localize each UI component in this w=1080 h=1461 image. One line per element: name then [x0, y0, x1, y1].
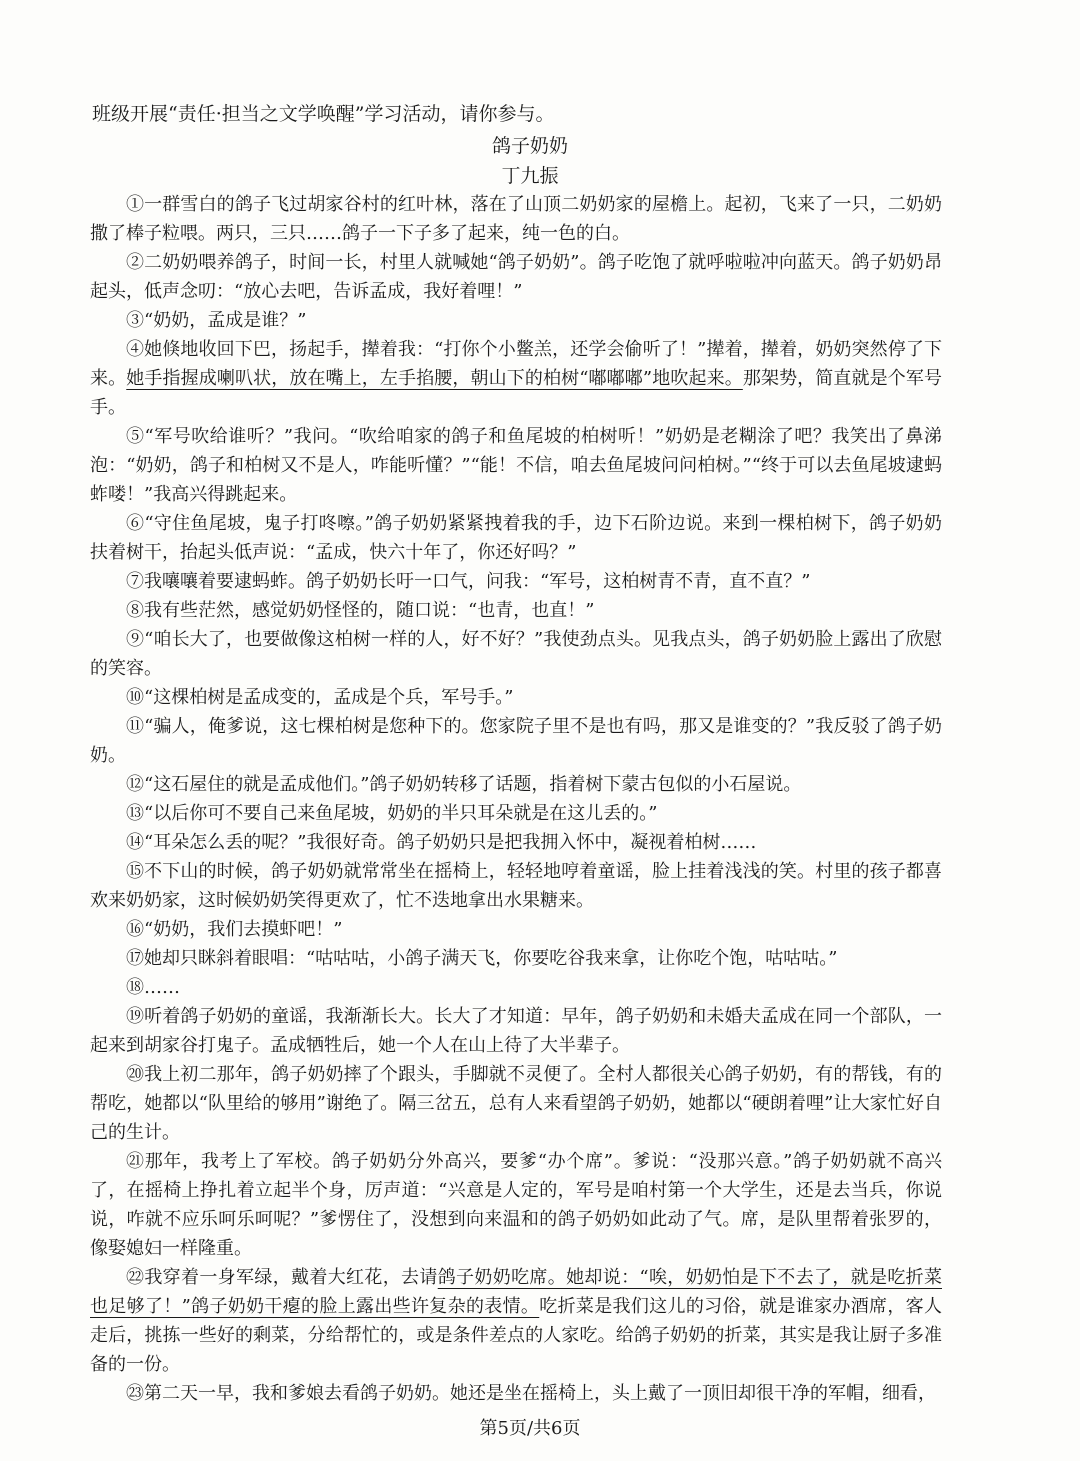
paragraph [90, 683, 942, 712]
paragraph-text: ⑦我嚷嚷着要逮蚂蚱。鸽子奶奶长吁一口气，问我：“军号，这柏树青不青，直不直？” [126, 571, 811, 592]
paragraph-text: 那架势，简直就是个军号手。 [90, 368, 943, 418]
paragraph [90, 770, 942, 799]
paragraph-text: ㉒我穿着一身军绿，戴着大红花，去请 [126, 1267, 438, 1288]
paragraph-text: ⑥“守住鱼尾坡，鬼子打咚嚓。”鸽子奶奶紧紧拽着我的手，边下石阶边说。来到一棵柏树下，鸽子奶奶扶着树干，抬起头低声说：“孟成，快六十年了，你还好吗？” [90, 513, 942, 563]
paragraph [90, 625, 942, 683]
page-footer: 第5页/共6页 [479, 1418, 581, 1439]
paragraph-text: ③“奶奶，孟成是谁？” [126, 310, 307, 331]
paragraph-text: ②二奶奶喂养鸽子，时间一长，村里人就喊她“鸽子奶奶”。鸽子吃饱了就呼啦啦冲向蓝天。鸽子奶奶昂起头，低声念叨：“放心去吧，告诉孟成，我好着哩！” [90, 252, 942, 302]
paragraph-text: ⑧我有些茫然，感觉奶奶怪怪的，随口说：“也青，也直！” [126, 600, 595, 621]
paragraph-text: ①一群雪白的鸽子飞过胡家谷村的红叶林，落在了山顶二奶奶家的屋檐上。起初，飞来了一只，二奶奶撒了棒子粒喂。两只，三只……鸽子一下子多了起来，纯一色的白。 [90, 194, 942, 244]
paragraph [90, 335, 942, 422]
paragraph-text: ⑩“这棵柏树是孟成变的，孟成是个兵，军号手。” [126, 687, 514, 708]
paragraph-text: ⑫“这石屋住的就是孟成他们。”鸽子奶奶转移了话题，指着树下蒙古包似的小石屋说。 [126, 774, 802, 795]
underlined-sentence: 鸽子奶奶吃席。她却说：“唉，奶奶怕是下不去了，就是吃折菜也足够了！”鸽子奶奶干瘪的脸上露出些许复杂的表情。 [90, 1267, 942, 1317]
paragraph-text: ㉑那年，我考上了军校。鸽子奶奶分外高兴，要爹“办个席”。爹说：“没那兴意。”鸽子奶奶就不高兴了，在摇椅上挣扎着立起半个身，厉声道：“兴意是人定的，军号是咱村第一个大学生，还是去当兵，你说说，咋就不应乐呵乐呵呢？”爹愣住了，没想到向来温和的鸽子奶奶如此动了气。席，是队里帮着张罗的，像娶媳妇一样隆重。 [90, 1151, 942, 1259]
paragraph [90, 190, 942, 248]
paragraph [90, 1379, 942, 1408]
paragraph [90, 306, 942, 335]
paragraph-text: ⑳我上初二那年，鸽子奶奶摔了个跟头，手脚就不灵便了。全村人都很关心鸽子奶奶，有的帮钱，有的帮吃，她都以“队里给的够用”谢绝了。隔三岔五，总有人来看望鸽子奶奶，她都以“硬朗着哩”让大家忙好自己的生计。 [90, 1064, 942, 1143]
paragraph [90, 509, 942, 567]
article-title: 鸽子奶奶 [491, 135, 568, 157]
paragraph [90, 1060, 942, 1147]
paragraph [90, 712, 942, 770]
article-author: 丁九振 [501, 165, 559, 187]
paragraph [90, 422, 942, 509]
paragraph-text: ⑲听着鸽子奶奶的童谣，我渐渐长大。长大了才知道：早年，鸽子奶奶和未婚夫孟成在同一个部队，一起来到胡家谷打鬼子。孟成牺牲后，她一个人在山上待了大半辈子。 [90, 1006, 942, 1056]
paragraph [90, 248, 942, 306]
paragraph [90, 596, 942, 625]
paragraph [90, 799, 942, 828]
paragraph-text: ⑪“骗人，俺爹说，这七棵柏树是您种下的。您家院子里不是也有吗，那又是谁变的？”我反驳了鸽子奶奶。 [90, 716, 942, 766]
paragraph-text: ⑬“以后你可不要自己来鱼尾坡，奶奶的半只耳朵就是在这儿丢的。” [126, 803, 658, 824]
paragraph-text: ⑨“咱长大了，也要做像这柏树一样的人，好不好？”我使劲点头。见我点头，鸽子奶奶脸上露出了欣慰的笑容。 [90, 629, 942, 679]
paragraph-text: ⑯“奶奶，我们去摸虾吧！” [126, 919, 343, 940]
paragraph [90, 915, 942, 944]
paragraph [90, 1263, 942, 1379]
paragraph [90, 857, 942, 915]
paragraph-text: ⑰她却只眯斜着眼唱：“咕咕咕，小鸽子满天飞，你要吃谷我来拿，让你吃个饱，咕咕咕。” [126, 948, 838, 969]
paragraph [90, 944, 942, 973]
paragraph-text: 吃折菜是我们这儿的习俗，就是谁家办酒席，客人走后，挑拣一些好的剩菜，分给帮忙的，或是条件差点的人家吃。给鸽子奶奶的折菜，其实是我让厨子多准备的一份。 [90, 1296, 943, 1375]
paragraph-text: ⑭“耳朵怎么丢的呢？”我很好奇。鸽子奶奶只是把我拥入怀中，凝视着柏树…… [126, 832, 757, 853]
paragraph-text: ⑮不下山的时候，鸽子奶奶就常常坐在摇椅上，轻轻地哼着童谣，脸上挂着浅浅的笑。村里的孩子都喜欢来奶奶家，这时候奶奶笑得更欢了，忙不迭地拿出水果糖来。 [90, 861, 942, 911]
paragraph-text: ⑤“军号吹给谁听？”我问。“吹给咱家的鸽子和鱼尾坡的柏树听！”奶奶是老糊涂了吧？我笑出了鼻涕泡：“奶奶，鸽子和柏树又不是人，咋能听懂？”“能！不信，咱去鱼尾坡问问柏树。”“终于可以去鱼尾坡逮蚂蚱喽！”我高兴得跳起来。 [90, 426, 942, 505]
paragraph [90, 567, 942, 596]
paragraph [90, 973, 942, 1002]
paragraph-text: ㉓第二天一早，我和爹娘去看鸽子奶奶。她还是坐在摇椅上，头上戴了一顶旧却很干净的军帽，细看， [126, 1383, 936, 1404]
article-body [90, 190, 942, 1408]
activity-intro: 班级开展“责任·担当之文学唤醒”学习活动，请你参与。 [92, 103, 555, 125]
paragraph-text: ⑱…… [126, 977, 180, 998]
paragraph [90, 1002, 942, 1060]
paragraph-text: ④她倏地收回下巴，扬起手，撵着我：“打你个小鳖羔，还学会偷听了！”撵着，撵着，奶奶突然停了下来。 [90, 339, 942, 389]
paragraph [90, 1147, 942, 1263]
paragraph [90, 828, 942, 857]
underlined-sentence: 她手指握成喇叭状，放在嘴上，左手掐腰，朝山下的柏树“嘟嘟嘟”地吹起来。 [126, 368, 743, 389]
